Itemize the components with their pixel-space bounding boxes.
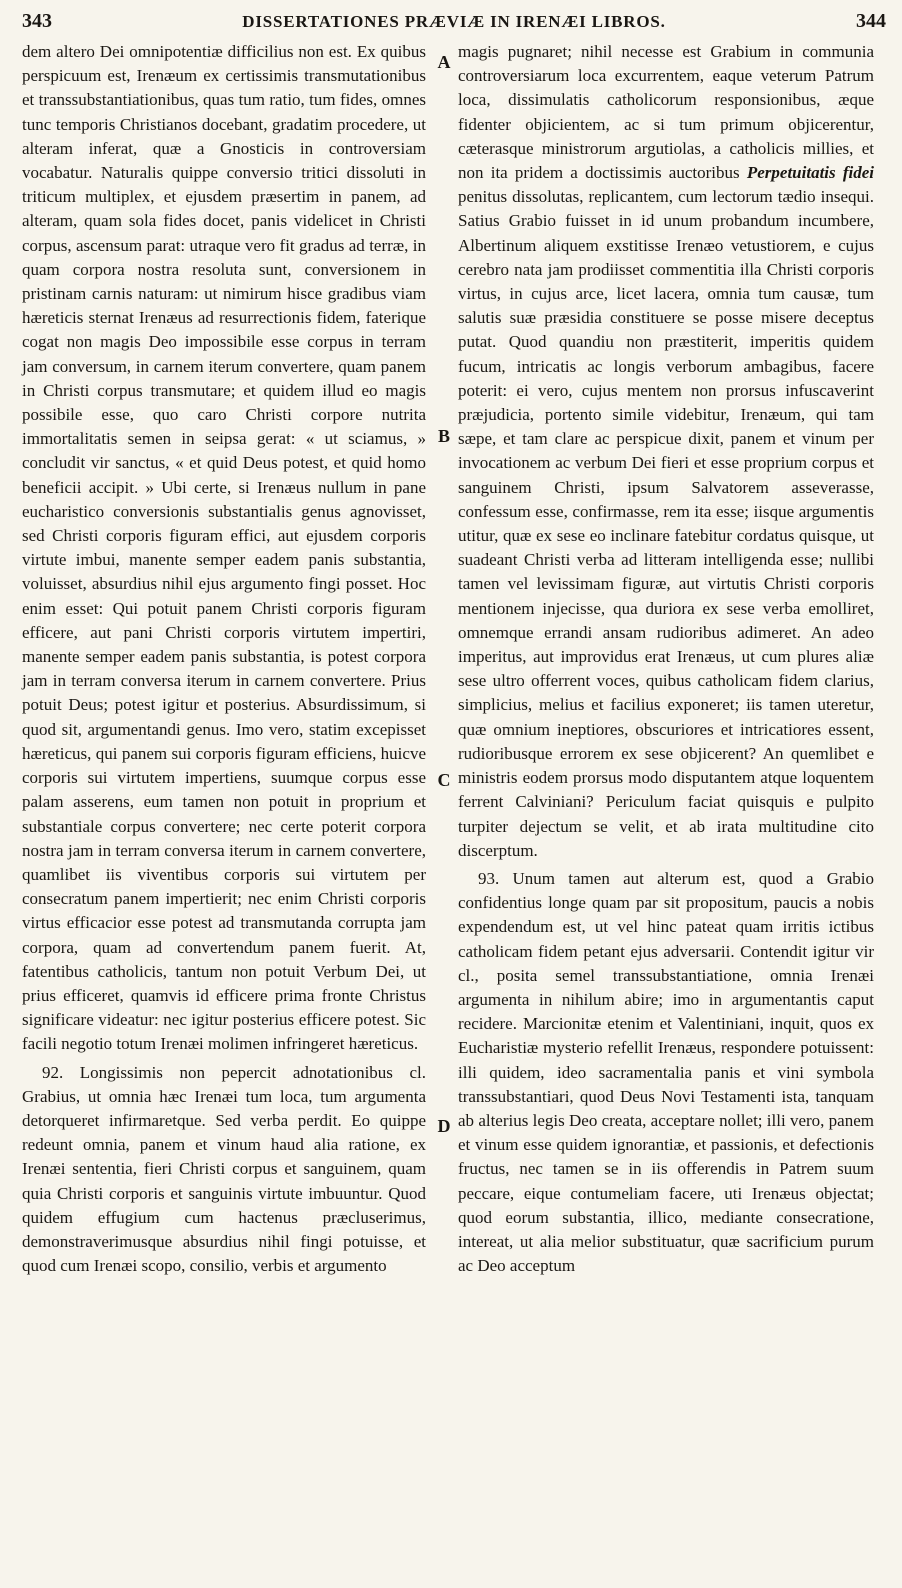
- paragraph-92: 92. Longissimis non pepercit adnotationibus cl. Grabius, ut omnia hæc Irenæi tum loca, tum argumenta detorqueret infirmaretque. Sed verba perdit. Eo quippe redeunt omnia, panem et vinum haud alia ratione, ex Irenæi sententia, fieri Christi corpus et sanguinem, quam quia Christi corporis et sanguinis virtute imbuuntur. Quod quidem effugium cum hactenus præcluserimus, demonstraverimusque absurdius nihil fingi potuisse, et quod cum Irenæi scopo, consilio, verbis et argumento: [22, 1062, 426, 1276]
- right-paragraph-continued: [458, 40, 874, 863]
- paragraph-93: 93. Unum tamen aut alterum est, quod a Grabio confidentius longe quam par sit propositum, paucis a nobis expendendum est, ut vel hinc pateat quam irritis ictibus catholicam fidem petant ejus adversarii. Contendit igitur vir cl., posita semel transsubstantiatione, omnia Irenæi argumenta in nihilum abire; imo in argumentantis caput recidere. Marcionitæ etenim et Valentiniani, inquit, quos ex Eucharistiæ mysterio refellit Irenæus, respondere potuissent: illi quidem, ideo sacramentalia panis et vini symbola transsubstantiari, quod Deus Novi Testamenti ista, tanquam ab alterius legis Deo creata, acceptare nollet; illi vero, panem et vinum esse quidem ignorantiæ, et passionis, et defectionis fructus, nec tamen se in iis offerendis in Patrem suum peccare, eique contumeliam facere, uti Irenæus objectat; quod eorum substantia, illico, mediante consecratione, intereat, ut alia melior substituatur, quæ sacrificium purum ac Deo acceptum: [458, 868, 874, 1276]
- running-title: DISSERTATIONES PRÆVIÆ IN IRENÆI LIBROS.: [242, 12, 666, 31]
- right-column: [458, 40, 874, 1278]
- left-paragraph-continued: dem altero Dei omnipotentiæ difficilius non est. Ex quibus perspicuum est, Irenæum ex certissimis transmutationibus et transsubstantiationibus, quas tum ratio, tum fides, omnes tunc temporis Christianos docebant, gradatim procedere, ut alteram inferat, quæ a Gnosticis in controversiam vocabatur. Naturalis quippe conversio tritici dissoluti in triticum multiplex, et ejusdem præsertim in panem, ad alteram, quam sola fides docet, panis videlicet in Christi corpus, ascensum parat: utraque vero fit gradus ad terræ, in quam corpora nostra resoluta sunt, conversionem in pristinam carnis naturam: ut nimirum hisce gradibus viam hæreticis sternat Irenæus ad resurrectionis fidem, faterique cogat non magis Deo impossibile esse corpus in terram jam conversum, in carnem iterum convertere, quam panem in Christi corpus transmutare; et quidem illud eo magis possibile esse, quo caro Christi corpore nutrita immortalitatis semen in seipsa gerat: « ut sciamus, » concludit vir sanctus, « et quid Deus potest, et quid homo beneficii accipit. » Ubi certe, si Irenæus nullum in pane eucharistico conversionis substantialis genus agnovisset, sed Christi corporis figuram effici, aut ejusdem corporis virtute imbui, manente semper eadem panis substantia, voluisset, absurdius nihil ejus argumento fingi posset. Hoc enim esset: Qui potuit panem Christi corporis figuram efficere, aut pani Christi corporis virtutem impertiri, manente semper eadem panis substantia, is potest corpora jam in terram conversa iterum in carnem convertere. Prius potuit Deus; potest igitur et posterius. Absurdissimum, si quod sit, argumentandi genus. Imo vero, statim excepisset hæreticus, qui panem sui corporis figuram efficiens, huicve corporis sui virtutem impertiens, suumque corpus esse palam asserens, eum tamen non potuit in proprium et substantiale corpus convertere; nec certe poterit corpora nostra jam in terram conversa iterum in carnem convertere, quamlibet iis viventibus corporis sui virtutem per consecratum panem impertierit; nec enim Christi corporis virtus efficacior esse potest ad transmutanda corrupta jam corpora, quam ad convertendum panem fuerit. At, fatentibus catholicis, tantum non potuit Verbum Dei, ut prius efficeret, quamvis id efficere prima fronte Christus significare videatur: nec igitur posterius efficere potest. Sic facili negotio totum Irenæi molimen infringeret hæreticus.: [22, 42, 426, 1054]
- margin-letter-b: B: [437, 426, 450, 446]
- running-header: [22, 8, 886, 38]
- right-text-part-1: magis pugnaret; nihil necesse est Grabium in communia controversiarum loca excurrentem, eaque veterum Patrum loca, dissimulatis catholicorum responsionibus, æque fidenter objicientem, ac si tum primum objicerentur, cæterasque ministrorum argutiolas, a catholicis millies, et non ita pridem a doctissimis auctoribus: [458, 42, 874, 183]
- italic-title: Perpetuitatis fidei: [746, 163, 875, 183]
- page-number-right: 344: [856, 10, 886, 32]
- right-text-part-2: penitus dissolutas, replicantem, cum lectorum tædio insequi. Satius Grabio fuisset in id unum probandum incumbere, Albertinum aliquem exstitisse Irenæo vetustiorem, e cujus cerebro nata jam prodiisset commentitia illa Christi corporis virtus, in cujus arce, licet lacera, omnia tum causæ, tum salutis suæ præsidia constituere se posse misere deceptus putat. Quod quandiu non præstiterit, imperitis quidem fucum, intricatis ac longis verborum ambagibus, facere poterit: ei vero, cujus mentem non prorsus infuscaverint præjudicia, portento simile videbitur, Irenæum, qui tam sæpe, et tam clare ac perspicue dixit, panem et vinum per invocationem ac verbum Dei fieri et esse proprium corpus et sanguinem Christi, ipsum Salvatorem asseverasse, confessum esse, confirmasse, rem ita esse; iisque argumentis utitur, quæ ex sese eo inclinare fatebitur cordatus quisque, ut suadeant Christi verba ad litteram intelligenda esse; nullibi tamen vel levissimam figuræ, aut virtutis Christi corporis mentionem injecisse, qua duriora ex sese verba emolliret, omnemque errandi ansam rudioribus adimeret. An adeo imperitus, aut improvidus erat Irenæus, ut cum plures aliæ sese ultro offerrent voces, quibus catholicam fidem clarius, simplicius, melius et facilius exponeret; iis tamen uteretur, quæ omnium ineptiores, obscuriores et intricatiores essent, rudioribusque errorem ex sese objicerent? An quemlibet e ministris eodem prorsus modo disputantem atque loquentem ferrent Calviniani? Periculum faciat quisquis e pulpito turpiter dejectum se velit, et ab irata multitudine cito discerptum.: [458, 187, 874, 860]
- margin-letter-a: A: [437, 52, 451, 72]
- page-number-left: 343: [22, 10, 52, 32]
- margin-letter-c: C: [437, 770, 451, 790]
- margin-letter-d: D: [437, 1116, 451, 1136]
- left-column: [22, 40, 426, 1278]
